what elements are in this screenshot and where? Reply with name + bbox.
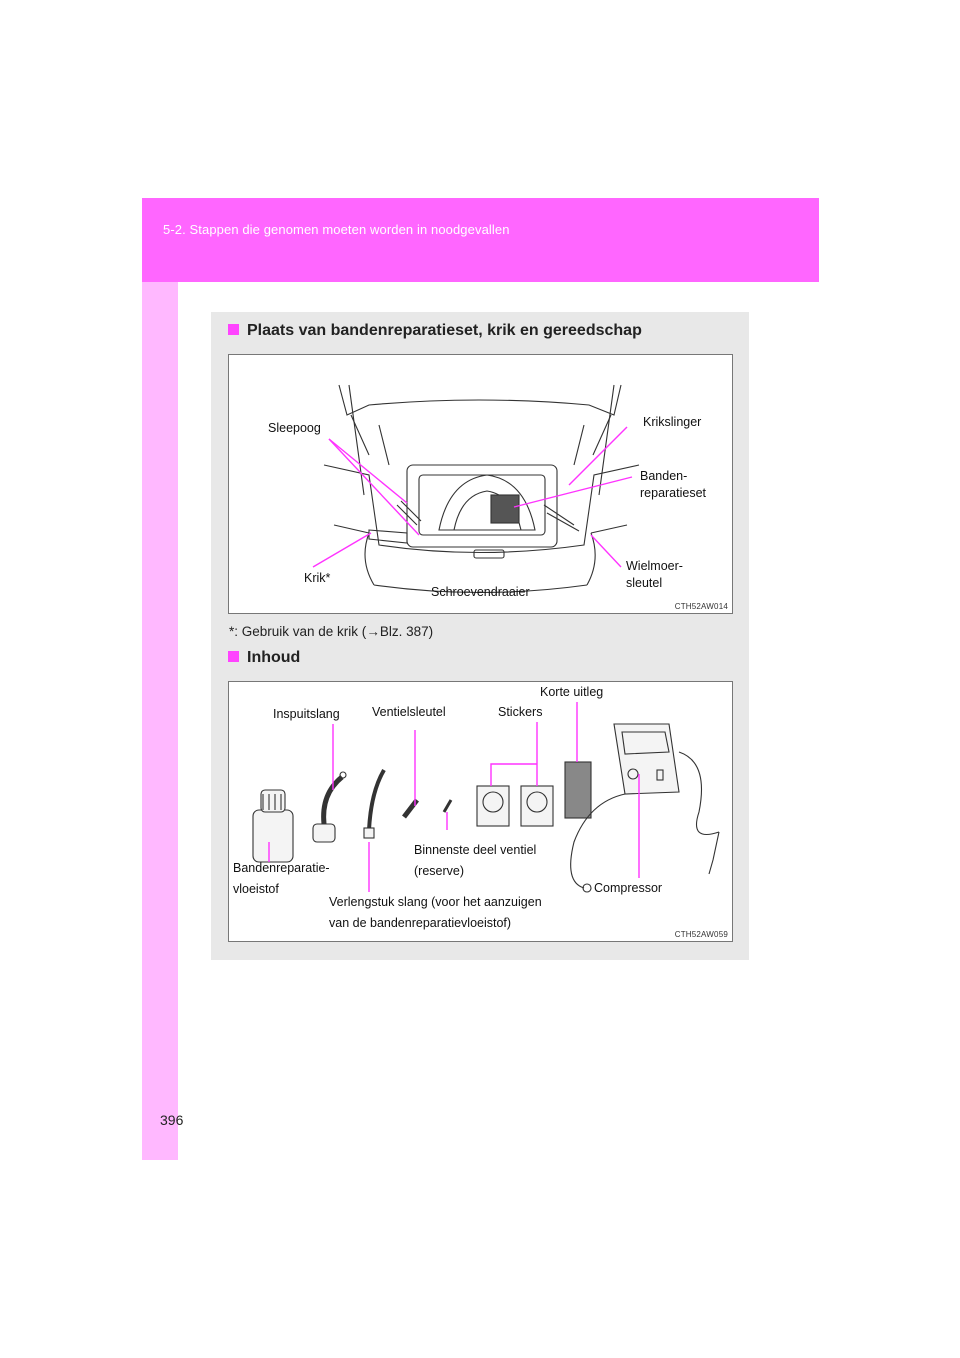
label-verlengstuk-line1: Verlengstuk slang (voor het aanzuigen: [329, 895, 542, 909]
footnote-prefix: *: Gebruik van de krik (: [229, 624, 367, 639]
footnote-reference: Blz. 387): [379, 624, 434, 639]
section-header: 5-2. Stappen die genomen moeten worden in noodgevallen: [163, 222, 510, 237]
label-wielmoer-line2: sleutel: [626, 576, 663, 590]
label-banden-line2: reparatieset: [640, 486, 707, 500]
square-bullet-icon: [228, 651, 239, 662]
label-banden-reparatieset: [640, 468, 706, 502]
section-heading-contents: [228, 649, 300, 667]
header-band: [142, 198, 819, 282]
label-verlengstuk-slang: [329, 894, 542, 932]
section-heading-location: [228, 322, 642, 340]
label-bandenrep-line1: Bandenreparatie-: [233, 861, 330, 875]
figure-code: CTH52AW014: [674, 602, 728, 611]
footnote: [229, 624, 433, 639]
label-krikslinger: Krikslinger: [643, 415, 702, 429]
label-sleepoog: Sleepoog: [268, 421, 321, 435]
section-heading-location-text: Plaats van bandenreparatieset, krik en gereedschap: [247, 322, 642, 339]
label-stickers: Stickers: [498, 705, 543, 719]
label-schroevendraaier: Schroevendraaier: [431, 585, 530, 599]
section-heading-contents-text: Inhoud: [247, 649, 301, 666]
arrow-icon: →: [366, 624, 380, 639]
label-compressor: Compressor: [594, 881, 663, 895]
label-korte-uitleg: Korte uitleg: [540, 685, 604, 699]
side-strip: [142, 282, 178, 1160]
label-verlengstuk-line2: van de bandenreparatievloeistof): [329, 916, 512, 930]
label-krik: Krik*: [304, 571, 331, 585]
label-ventielsleutel: Ventielsleutel: [372, 705, 446, 719]
label-bandenreparatievloeistof: [233, 860, 330, 898]
square-bullet-icon: [228, 324, 239, 335]
page-number: 396: [160, 1112, 184, 1128]
label-banden-line1: Banden-: [640, 469, 688, 483]
figure-code: CTH52AW059: [674, 930, 728, 939]
label-binnenste-line2: (reserve): [414, 864, 465, 878]
label-binnenste-deel-ventiel: [414, 842, 536, 880]
label-bandenrep-line2: vloeistof: [233, 882, 279, 896]
label-inspuitslang: Inspuitslang: [273, 707, 340, 721]
label-binnenste-line1: Binnenste deel ventiel: [414, 843, 537, 857]
label-wielmoersleutel: [626, 558, 683, 592]
label-wielmoer-line1: Wielmoer-: [626, 559, 683, 573]
